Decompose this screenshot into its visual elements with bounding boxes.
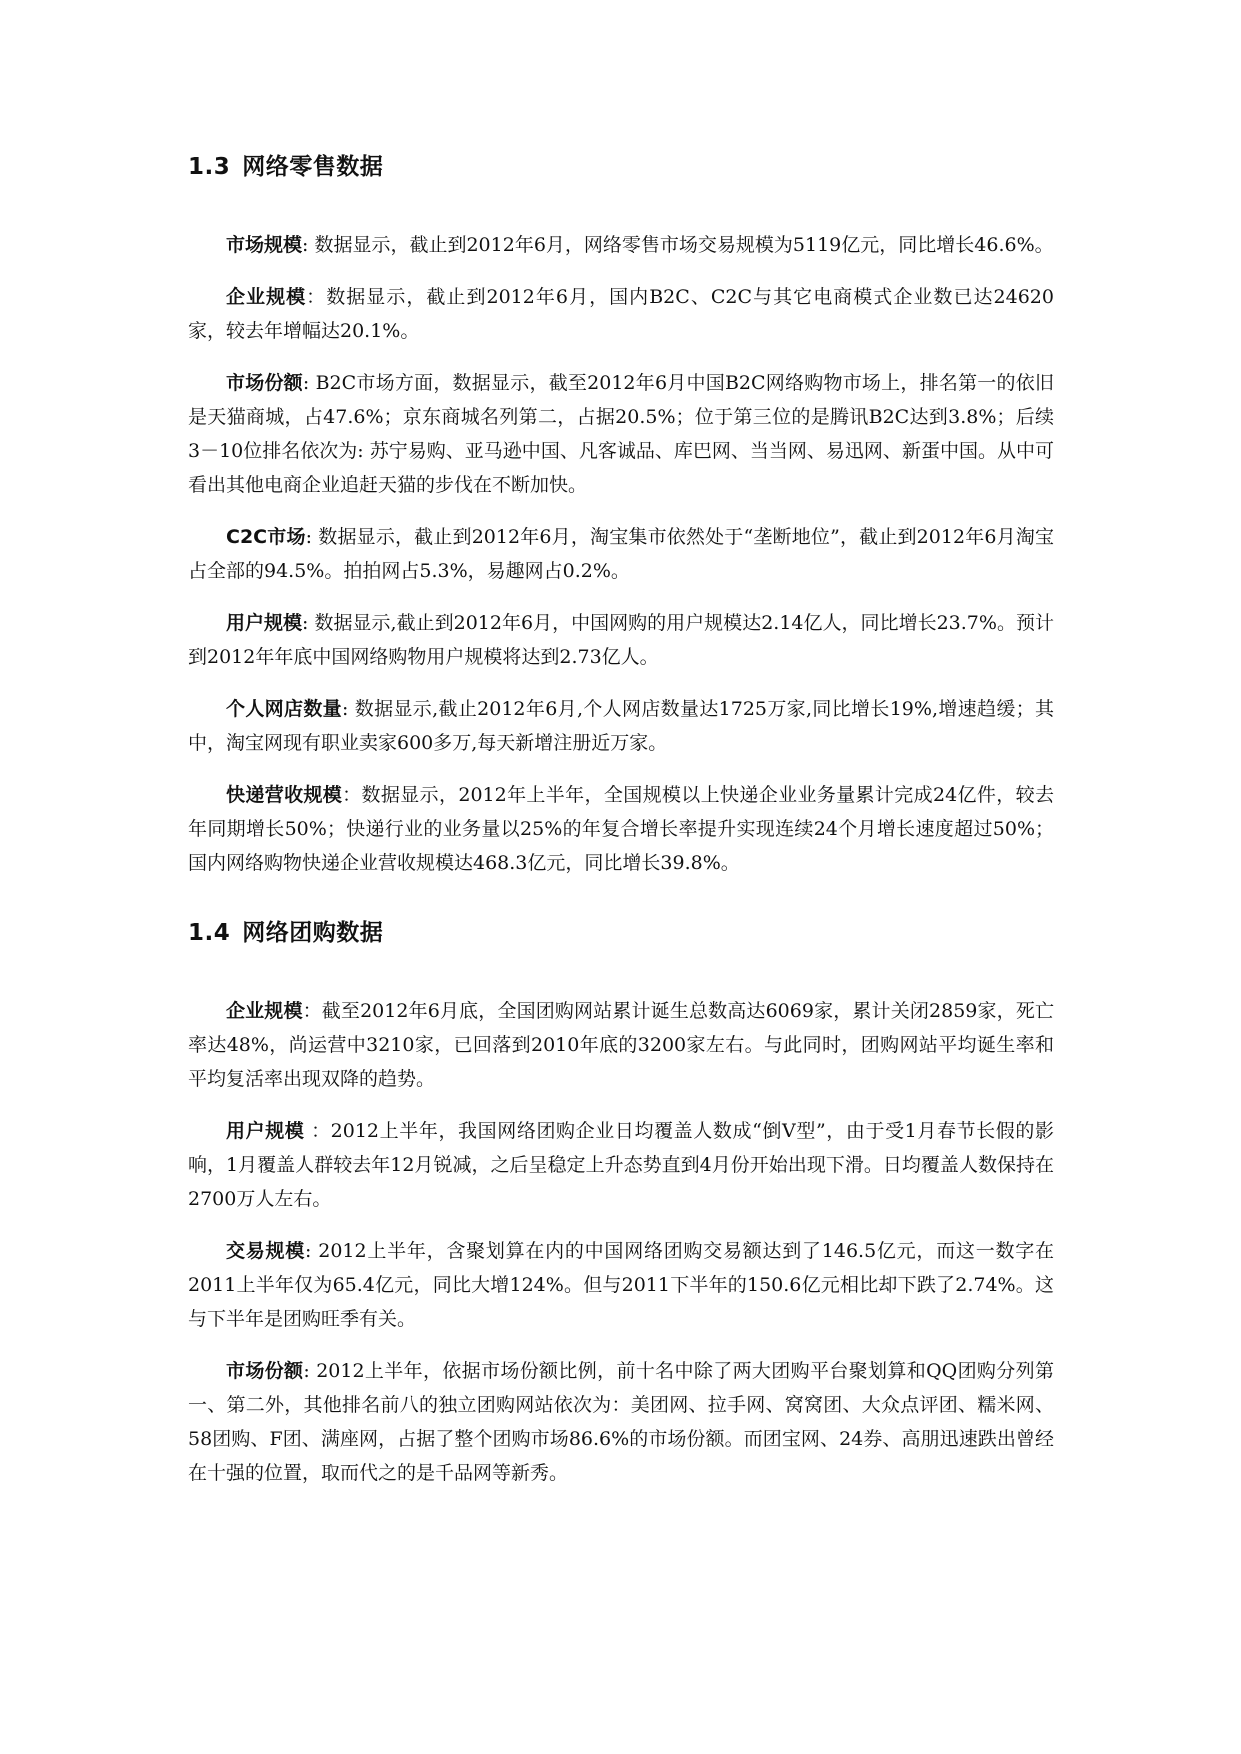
paragraph-label: 市场份额 bbox=[226, 372, 303, 394]
paragraph-separator: : bbox=[302, 234, 315, 256]
paragraph-text: 数据显示，2012年上半年，全国规模以上快递企业业务量累计完成24亿件，较去年同期增长50%；快递行业的业务量以25%的年复合增长率提升实现连续24个月增长速度超过50%；国内网络购物快递企业营收规模达468.3亿元，同比增长39.8%。 bbox=[188, 784, 1054, 874]
paragraph-separator: ： bbox=[306, 286, 327, 308]
paragraph-transaction-scale bbox=[188, 1234, 1054, 1336]
paragraph-separator: : bbox=[305, 1240, 319, 1262]
section-heading bbox=[188, 150, 1054, 184]
paragraph-label: 用户规模 bbox=[226, 1120, 305, 1142]
paragraph-text: 数据显示,截止2012年6月,个人网店数量达1725万家,同比增长19%,增速趋缓；其中，淘宝网现有职业卖家600多万,每天新增注册近万家。 bbox=[188, 698, 1054, 754]
paragraph-separator: ： bbox=[304, 1120, 331, 1142]
paragraph-separator: ： bbox=[302, 1000, 322, 1022]
paragraph-enterprise-scale bbox=[188, 280, 1054, 348]
document-page bbox=[188, 150, 1054, 1508]
paragraph-label: 市场份额 bbox=[226, 1360, 304, 1382]
paragraph-label: 企业规模 bbox=[226, 1000, 303, 1022]
paragraph-text: 数据显示，截止到2012年6月，国内B2C、C2C与其它电商模式企业数已达24620家，较去年增幅达20.1%。 bbox=[188, 286, 1054, 342]
paragraph-separator: : bbox=[303, 1360, 317, 1382]
paragraph-text: 2012上半年，依据市场份额比例，前十名中除了两大团购平台聚划算和QQ团购分列第一、第二外，其他排名前八的独立团购网站依次为：美团网、拉手网、窝窝团、大众点评团、糯米网、58团购、F团、满座网，占据了整个团购市场86.6%的市场份额。而团宝网、24券、高朋迅速跌出曾经在十强的位置，取而代之的是千品网等新秀。 bbox=[188, 1360, 1054, 1484]
paragraph-enterprise-scale bbox=[188, 994, 1054, 1096]
section-number: 1.4 bbox=[188, 920, 231, 946]
paragraph-user-scale bbox=[188, 606, 1054, 674]
section-body bbox=[188, 228, 1054, 880]
paragraph-text: 数据显示，截止到2012年6月，网络零售市场交易规模为5119亿元，同比增长46.6%。 bbox=[314, 234, 1054, 256]
paragraph-label: 个人网店数量 bbox=[226, 698, 343, 720]
section-title: 网络团购数据 bbox=[242, 920, 384, 946]
paragraph-market-share bbox=[188, 366, 1054, 502]
paragraph-text: 截至2012年6月底，全国团购网站累计诞生总数高达6069家，累计关闭2859家，死亡率达48%，尚运营中3210家，已回落到2010年底的3200家左右。与此同时，团购网站平均诞生率和平均复活率出现双降的趋势。 bbox=[188, 1000, 1054, 1090]
paragraph-separator: : bbox=[342, 698, 355, 720]
paragraph-label: 市场规模 bbox=[226, 234, 303, 256]
section-group-buying bbox=[188, 916, 1054, 1490]
paragraph-personal-shops bbox=[188, 692, 1054, 760]
paragraph-label: C2C市场 bbox=[226, 526, 306, 548]
paragraph-separator: : bbox=[302, 612, 315, 634]
section-online-retail bbox=[188, 150, 1054, 880]
paragraph-label: 企业规模 bbox=[226, 286, 307, 308]
paragraph-separator: : bbox=[305, 526, 319, 548]
paragraph-express-revenue bbox=[188, 778, 1054, 880]
section-heading bbox=[188, 916, 1054, 950]
paragraph-c2c-market bbox=[188, 520, 1054, 588]
section-number: 1.3 bbox=[188, 154, 231, 180]
paragraph-label: 交易规模 bbox=[226, 1240, 306, 1262]
paragraph-text: 数据显示,截止到2012年6月，中国网购的用户规模达2.14亿人，同比增长23.7%。预计到2012年年底中国网络购物用户规模将达到2.73亿人。 bbox=[188, 612, 1054, 668]
paragraph-text: 数据显示，截止到2012年6月，淘宝集市依然处于“垄断地位”，截止到2012年6月淘宝占全部的94.5%。拍拍网占5.3%，易趣网占0.2%。 bbox=[188, 526, 1055, 582]
paragraph-user-scale bbox=[188, 1114, 1054, 1216]
paragraph-market-size bbox=[188, 228, 1054, 262]
paragraph-market-share bbox=[188, 1354, 1054, 1490]
paragraph-label: 快递营收规模 bbox=[226, 784, 343, 806]
paragraph-text: 2012上半年，含聚划算在内的中国网络团购交易额达到了146.5亿元，而这一数字在2011上半年仅为65.4亿元，同比大增124%。但与2011下半年的150.6亿元相比却下跌了2.74%。这与下半年是团购旺季有关。 bbox=[188, 1240, 1054, 1330]
paragraph-label: 用户规模 bbox=[226, 612, 303, 634]
paragraph-text: 2012上半年，我国网络团购企业日均覆盖人数成“倒V型”，由于受1月春节长假的影响，1月覆盖人群较去年12月锐减，之后呈稳定上升态势直到4月份开始出现下滑。日均覆盖人数保持在2700万人左右。 bbox=[188, 1120, 1054, 1210]
paragraph-text: B2C市场方面，数据显示，截至2012年6月中国B2C网络购物市场上，排名第一的依旧是天猫商城，占47.6%；京东商城名列第二，占据20.5%；位于第三位的是腾讯B2C达到3.8%；后续3－10位排名依次为: 苏宁易购、亚马逊中国、凡客诚品、库巴网、当当网、易迅网、新蛋中国。从中可看出其他电商企业追赶天猫的步伐在不断加快。 bbox=[188, 372, 1054, 496]
paragraph-separator: ： bbox=[342, 784, 362, 806]
paragraph-separator: : bbox=[302, 372, 316, 394]
section-title: 网络零售数据 bbox=[242, 154, 384, 180]
section-body bbox=[188, 994, 1054, 1490]
